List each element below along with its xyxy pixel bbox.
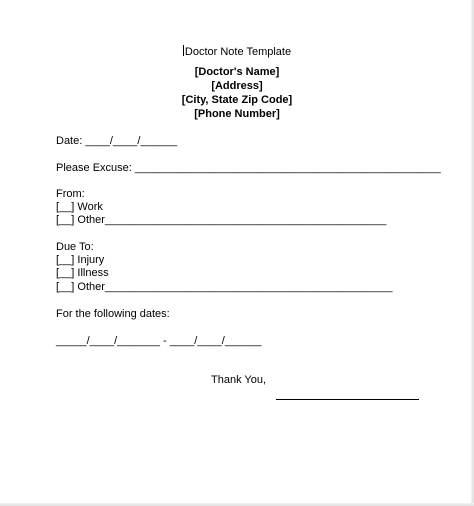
- doctor-name-placeholder: [Doctor's Name]: [194, 66, 280, 78]
- signature-line: [276, 399, 419, 400]
- address-placeholder: [Address]: [211, 80, 263, 92]
- from-label: From:: [56, 188, 85, 200]
- document-title-text: Doctor Note Template: [184, 46, 292, 58]
- date-range-line: _____/____/_______ - ____/____/______: [56, 335, 262, 347]
- document-title: [0, 45, 474, 59]
- due-injury-checkbox-line: [__] Injury: [56, 254, 105, 266]
- from-work-checkbox-line: [__] Work: [56, 201, 103, 213]
- thank-you-text: Thank You,: [211, 374, 267, 386]
- city-state-zip-placeholder: [City, State Zip Code]: [181, 94, 293, 106]
- following-dates-label: For the following dates:: [56, 308, 170, 320]
- from-other-checkbox-line: [__] Other______________________________________________: [56, 214, 387, 226]
- due-illness-checkbox-line: [__] Illness: [56, 267, 109, 279]
- please-excuse-line: Please Excuse: __________________________________________________: [56, 162, 441, 174]
- due-to-label: Due To:: [56, 241, 94, 253]
- date-line: Date: ____/____/______: [56, 135, 178, 147]
- text-cursor: [183, 45, 184, 56]
- phone-number-placeholder: [Phone Number]: [194, 108, 280, 120]
- due-other-checkbox-line: [__] Other_______________________________________________: [56, 281, 393, 293]
